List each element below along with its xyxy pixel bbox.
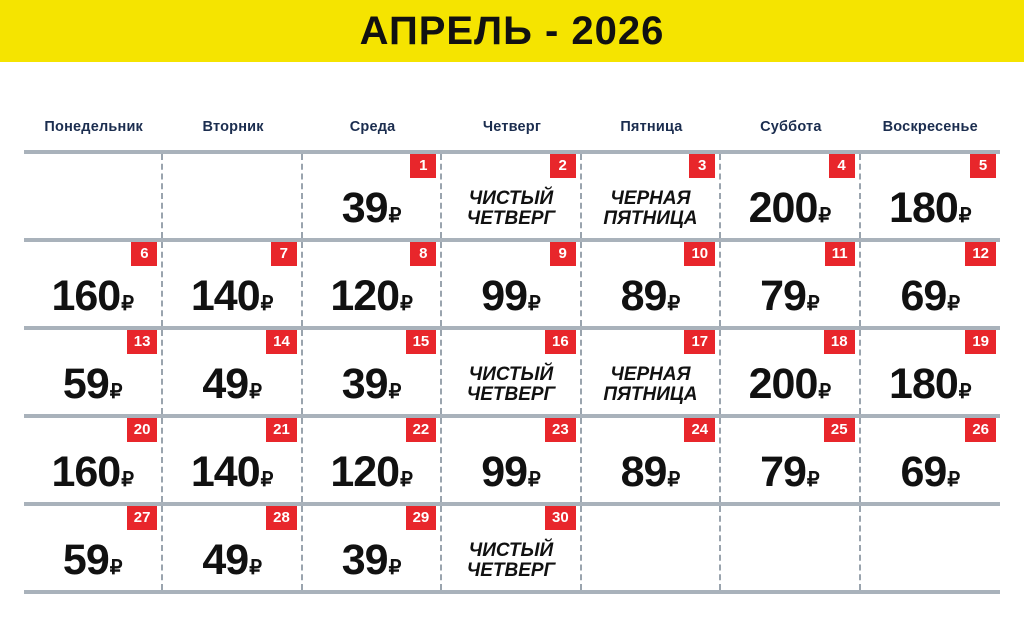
currency-symbol: ₽: [260, 293, 274, 315]
day-cell-content: [303, 184, 440, 232]
day-cell-content: [303, 448, 440, 496]
day-number-badge: 25: [824, 418, 855, 442]
price-value: [62, 360, 123, 408]
price-value: [481, 272, 541, 320]
calendar-cell-empty: [24, 154, 163, 238]
calendar-week-row: [24, 150, 1000, 238]
promo-label: [582, 189, 719, 230]
day-cell-content: [721, 448, 858, 496]
day-cell-content: [582, 189, 719, 230]
promo-label: [442, 365, 579, 406]
day-number-badge: 10: [684, 242, 715, 266]
day-cell-content: [442, 365, 579, 406]
promo-label: [582, 365, 719, 406]
calendar-day-cell[interactable]: [861, 330, 1000, 414]
page-title: АПРЕЛЬ - 2026: [359, 8, 665, 53]
calendar-day-cell[interactable]: [442, 154, 581, 238]
day-cell-content: [861, 184, 1000, 232]
day-cell-content: [861, 448, 1000, 496]
price-number: 79: [760, 272, 806, 320]
weekday-header-row: [24, 104, 1000, 150]
promo-label-line1: ЧЕРНАЯ: [610, 187, 691, 209]
weekday-saturday: Суббота: [760, 119, 822, 135]
day-number-badge: 8: [410, 242, 436, 266]
weekday-sunday: Воскресенье: [882, 119, 978, 135]
price-number: 69: [900, 448, 947, 496]
price-value: [900, 272, 961, 320]
calendar-day-cell[interactable]: [303, 418, 442, 502]
currency-symbol: ₽: [806, 293, 820, 315]
day-cell-content: [24, 536, 161, 584]
price-number: 120: [330, 448, 400, 496]
price-value: [341, 536, 402, 584]
calendar-day-cell[interactable]: [303, 242, 442, 326]
calendar-day-cell[interactable]: [163, 506, 302, 590]
currency-symbol: ₽: [249, 381, 262, 403]
calendar-day-cell[interactable]: [582, 418, 721, 502]
calendar-day-cell[interactable]: [163, 242, 302, 326]
weekday-wednesday: Среда: [349, 119, 396, 135]
currency-symbol: ₽: [947, 293, 961, 315]
calendar-day-cell[interactable]: [24, 506, 163, 590]
currency-symbol: ₽: [249, 557, 262, 579]
day-cell-content: [303, 272, 440, 320]
day-cell-content: [442, 189, 579, 230]
day-cell-content: [721, 184, 858, 232]
currency-symbol: ₽: [818, 381, 832, 403]
price-value: [620, 272, 681, 320]
day-number-badge: 13: [127, 330, 158, 354]
calendar-week-row: [24, 502, 1000, 594]
day-number-badge: 1: [410, 154, 436, 178]
price-value: [341, 360, 402, 408]
header-banner: [0, 0, 1024, 62]
promo-label-line1: ЧИСТЫЙ: [468, 539, 554, 561]
currency-symbol: ₽: [667, 293, 681, 315]
calendar-day-cell[interactable]: [24, 242, 163, 326]
price-value: [748, 360, 832, 408]
price-value: [900, 448, 961, 496]
price-number: 99: [481, 448, 528, 496]
price-number: 89: [620, 272, 667, 320]
promo-label-line2: ПЯТНИЦА: [603, 384, 698, 406]
price-value: [341, 184, 402, 232]
day-number-badge: 23: [545, 418, 576, 442]
promo-label-line2: ЧЕТВЕРГ: [466, 208, 556, 230]
day-number-badge: 29: [406, 506, 437, 530]
day-number-badge: 5: [970, 154, 996, 178]
price-number: 200: [748, 360, 818, 408]
price-number: 79: [760, 448, 806, 496]
price-number: 180: [889, 184, 958, 232]
day-cell-content: [582, 448, 719, 496]
calendar-week-row: [24, 326, 1000, 414]
price-value: [51, 448, 134, 496]
currency-symbol: ₽: [400, 469, 413, 491]
price-value: [51, 272, 134, 320]
day-number-badge: 18: [824, 330, 855, 354]
day-number-badge: 3: [689, 154, 715, 178]
calendar-cell-empty: [721, 506, 860, 590]
day-number-badge: 14: [266, 330, 297, 354]
currency-symbol: ₽: [400, 293, 413, 315]
price-number: 180: [889, 360, 958, 408]
promo-label-line2: ПЯТНИЦА: [603, 208, 698, 230]
price-value: [481, 448, 541, 496]
calendar-week-row: [24, 238, 1000, 326]
day-cell-content: [163, 448, 300, 496]
price-number: 39: [341, 184, 388, 232]
currency-symbol: ₽: [121, 469, 134, 491]
calendar-day-cell[interactable]: [721, 242, 860, 326]
price-value: [620, 448, 681, 496]
currency-symbol: ₽: [667, 469, 681, 491]
calendar-cell-empty: [861, 506, 1000, 590]
calendar-day-cell[interactable]: [24, 330, 163, 414]
currency-symbol: ₽: [806, 469, 820, 491]
price-number: 120: [330, 272, 400, 320]
day-number-badge: 24: [684, 418, 715, 442]
price-value: [760, 272, 820, 320]
price-value: [190, 448, 274, 496]
currency-symbol: ₽: [947, 469, 961, 491]
calendar-day-cell[interactable]: [442, 418, 581, 502]
calendar-day-cell[interactable]: [721, 330, 860, 414]
currency-symbol: ₽: [109, 381, 123, 403]
day-number-badge: 22: [406, 418, 437, 442]
day-cell-content: [24, 360, 161, 408]
day-cell-content: [442, 448, 579, 496]
day-number-badge: 6: [131, 242, 157, 266]
price-value: [202, 536, 262, 584]
day-number-badge: 28: [266, 506, 297, 530]
price-value: [889, 360, 972, 408]
price-number: 200: [748, 184, 818, 232]
price-value: [889, 184, 972, 232]
day-cell-content: [303, 536, 440, 584]
calendar-day-cell[interactable]: [442, 330, 581, 414]
calendar-day-cell[interactable]: [303, 154, 442, 238]
promo-label-line1: ЧИСТЫЙ: [468, 187, 554, 209]
price-number: 49: [202, 360, 249, 408]
day-cell-content: [163, 272, 300, 320]
currency-symbol: ₽: [109, 557, 123, 579]
weekday-tuesday: Вторник: [202, 119, 264, 135]
price-value: [760, 448, 820, 496]
day-cell-content: [24, 448, 161, 496]
price-value: [62, 536, 123, 584]
calendar-day-cell[interactable]: [303, 330, 442, 414]
day-cell-content: [163, 536, 300, 584]
price-number: 140: [190, 448, 260, 496]
currency-symbol: ₽: [528, 293, 541, 315]
day-number-badge: 16: [545, 330, 576, 354]
day-number-badge: 11: [825, 242, 855, 266]
day-cell-content: [303, 360, 440, 408]
calendar-cell-empty: [163, 154, 302, 238]
calendar-day-cell[interactable]: [721, 154, 860, 238]
currency-symbol: ₽: [121, 293, 134, 315]
calendar-day-cell[interactable]: [582, 330, 721, 414]
calendar-day-cell[interactable]: [24, 418, 163, 502]
day-number-badge: 7: [271, 242, 297, 266]
calendar-day-cell[interactable]: [721, 418, 860, 502]
currency-symbol: ₽: [958, 205, 972, 227]
price-number: 39: [341, 536, 388, 584]
calendar-weeks: [24, 150, 1000, 594]
promo-label-line2: ЧЕТВЕРГ: [466, 384, 556, 406]
day-cell-content: [582, 272, 719, 320]
calendar-day-cell[interactable]: [582, 154, 721, 238]
currency-symbol: ₽: [958, 381, 972, 403]
currency-symbol: ₽: [528, 469, 541, 491]
day-cell-content: [721, 360, 858, 408]
weekday-monday: Понедельник: [44, 119, 144, 135]
price-value: [330, 272, 413, 320]
currency-symbol: ₽: [388, 205, 402, 227]
price-number: 59: [62, 536, 109, 584]
price-number: 160: [51, 448, 121, 496]
day-number-badge: 30: [545, 506, 576, 530]
day-number-badge: 26: [965, 418, 996, 442]
day-number-badge: 9: [550, 242, 576, 266]
calendar-day-cell[interactable]: [442, 506, 581, 590]
price-number: 99: [481, 272, 528, 320]
day-cell-content: [442, 541, 579, 582]
day-cell-content: [24, 272, 161, 320]
day-cell-content: [861, 360, 1000, 408]
day-cell-content: [861, 272, 1000, 320]
price-value: [748, 184, 832, 232]
currency-symbol: ₽: [388, 557, 402, 579]
price-number: 160: [51, 272, 121, 320]
promo-label-line2: ЧЕТВЕРГ: [466, 560, 556, 582]
day-number-badge: 4: [829, 154, 855, 178]
price-value: [330, 448, 413, 496]
calendar-day-cell[interactable]: [163, 418, 302, 502]
weekday-thursday: Четверг: [482, 119, 542, 135]
price-value: [190, 272, 274, 320]
calendar-day-cell[interactable]: [442, 242, 581, 326]
weekday-friday: Пятница: [620, 119, 683, 135]
price-number: 49: [202, 536, 249, 584]
currency-symbol: ₽: [818, 205, 832, 227]
promo-label: [442, 189, 579, 230]
calendar-day-cell[interactable]: [303, 506, 442, 590]
price-number: 69: [900, 272, 947, 320]
day-cell-content: [582, 365, 719, 406]
promo-label: [442, 541, 579, 582]
currency-symbol: ₽: [388, 381, 402, 403]
day-number-badge: 21: [266, 418, 297, 442]
promo-label-line1: ЧИСТЫЙ: [468, 363, 554, 385]
day-cell-content: [442, 272, 579, 320]
price-number: 39: [341, 360, 388, 408]
promo-label-line1: ЧЕРНАЯ: [610, 363, 691, 385]
price-number: 89: [620, 448, 667, 496]
day-number-badge: 20: [127, 418, 158, 442]
day-cell-content: [163, 360, 300, 408]
price-number: 59: [62, 360, 109, 408]
calendar-grid: [0, 104, 1024, 594]
day-number-badge: 27: [127, 506, 158, 530]
calendar-day-cell[interactable]: [582, 242, 721, 326]
price-value: [202, 360, 262, 408]
calendar-day-cell[interactable]: [861, 242, 1000, 326]
day-number-badge: 15: [406, 330, 437, 354]
day-number-badge: 12: [965, 242, 996, 266]
price-number: 140: [190, 272, 260, 320]
day-cell-content: [721, 272, 858, 320]
calendar-cell-empty: [582, 506, 721, 590]
day-number-badge: 2: [550, 154, 576, 178]
calendar-week-row: [24, 414, 1000, 502]
day-number-badge: 17: [684, 330, 715, 354]
calendar-day-cell[interactable]: [163, 330, 302, 414]
calendar-day-cell[interactable]: [861, 418, 1000, 502]
currency-symbol: ₽: [260, 469, 274, 491]
day-number-badge: 19: [965, 330, 996, 354]
calendar-day-cell[interactable]: [861, 154, 1000, 238]
